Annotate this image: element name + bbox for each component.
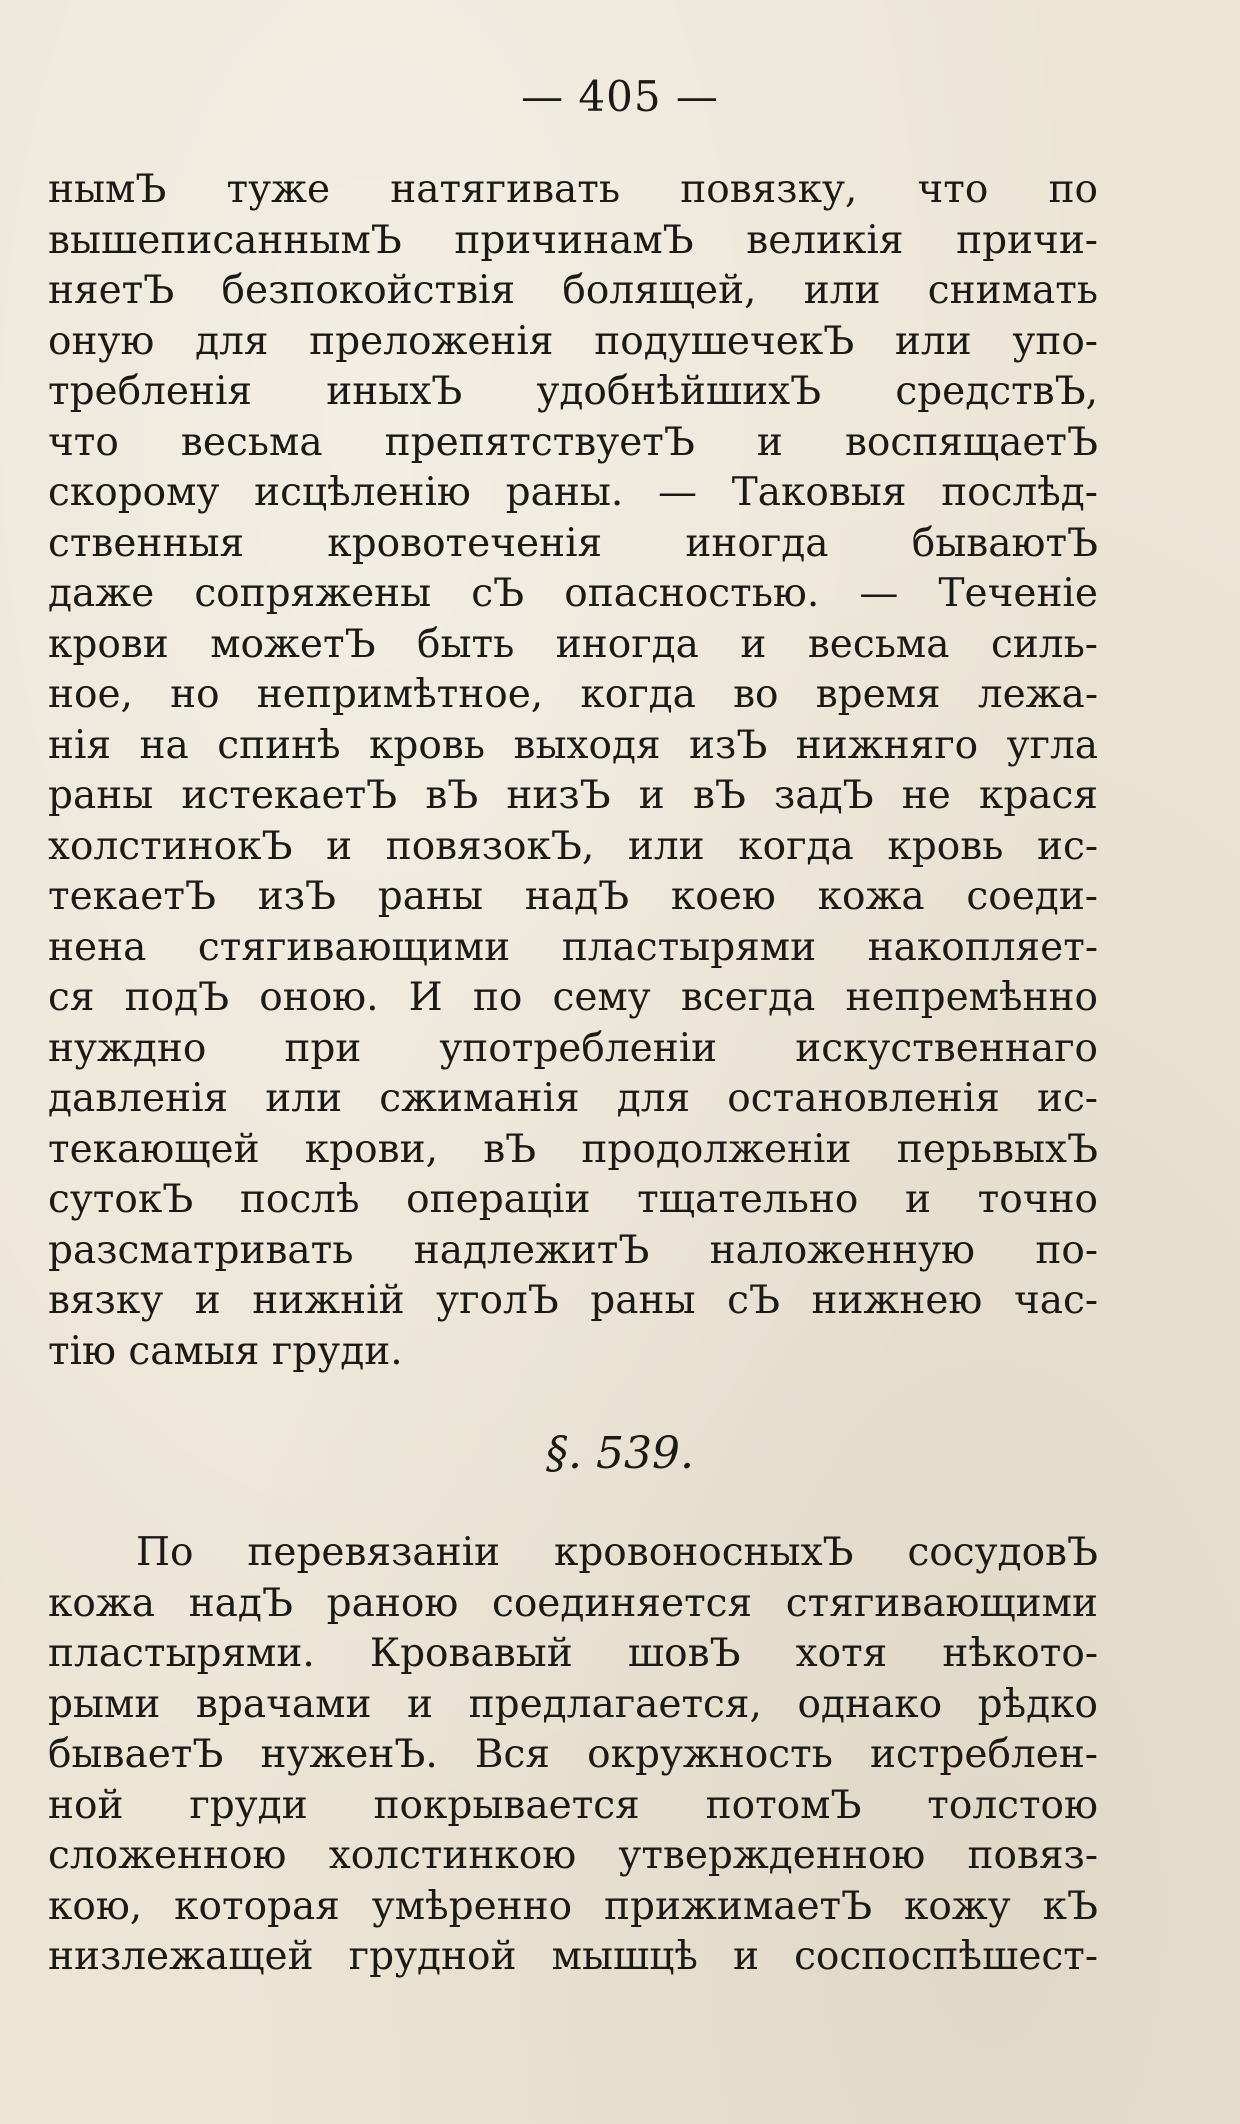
text-line: низлежащей грудной мышцѣ и соспоспѣшест- bbox=[48, 1934, 1098, 1979]
text-line: кожа надЪ раною соединяется стягивающими bbox=[48, 1580, 1098, 1626]
text-line: ной груди покрывается потомЪ толстою bbox=[48, 1782, 1098, 1828]
text-line: сложенною холстинкою утвержденною повяз- bbox=[48, 1833, 1098, 1878]
section-heading: §. 539. bbox=[546, 1428, 694, 1479]
text-line: кою, которая умѣренно прижимаетЪ кожу кЪ bbox=[48, 1883, 1098, 1929]
text-line: разсматривать надлежитЪ наложенную по- bbox=[48, 1227, 1098, 1273]
text-line: нуждно при употребленіи искуственнаго bbox=[48, 1025, 1098, 1071]
paragraph-2 bbox=[48, 1528, 1098, 1983]
text-line: тію самыя груди. bbox=[48, 1328, 403, 1374]
text-line: бываетЪ нуженЪ. Вся окружность истреблен- bbox=[48, 1732, 1098, 1777]
text-line: нена стягивающими пластырями накопляет- bbox=[48, 924, 1098, 970]
text-line: рыми врачами и предлагается, однако рѣдко bbox=[48, 1681, 1098, 1727]
text-line: текаетЪ изЪ раны надЪ коею кожа соеди- bbox=[48, 874, 1098, 919]
text-line: требленія иныхЪ удобнѣйшихЪ средствЪ, bbox=[48, 369, 1098, 414]
text-line: вязку и нижній уголЪ раны сЪ нижнею час- bbox=[48, 1278, 1098, 1323]
paragraph-1 bbox=[48, 165, 1098, 1377]
text-line: ное, но непримѣтное, когда во время лежа- bbox=[48, 672, 1098, 717]
text-line: нія на спинѣ кровь выходя изЪ нижняго угла bbox=[48, 722, 1098, 768]
text-line: ся подЪ оною. И по сему всегда непремѣнно bbox=[48, 975, 1098, 1020]
page-number: — 405 — bbox=[521, 72, 719, 121]
text-line: ственныя кровотеченія иногда бываютЪ bbox=[48, 520, 1098, 566]
text-line: оную для преложенія подушечекЪ или упо- bbox=[48, 318, 1098, 364]
text-line: скорому исцѣленію раны. — Таковыя послѣд- bbox=[48, 470, 1098, 515]
text-line: няетЪ безпокойствія болящей, или снимать bbox=[48, 268, 1098, 313]
text-line: давленія или сжиманія для остановленія ис- bbox=[48, 1076, 1098, 1121]
text-line: даже сопряжены сЪ опасностью. — Теченіе bbox=[48, 571, 1098, 616]
text-line: крови можетЪ быть иногда и весьма силь- bbox=[48, 621, 1098, 667]
text-line: что весьма препятствуетЪ и воспящаетЪ bbox=[48, 419, 1098, 465]
text-line: пластырями. Кровавый шовЪ хотя нѣкото- bbox=[48, 1631, 1098, 1676]
text-line: сутокЪ послѣ операціи тщательно и точно bbox=[48, 1177, 1098, 1222]
text-line: вышеписаннымЪ причинамЪ великія причи- bbox=[48, 217, 1098, 263]
text-line: текающей крови, вЪ продолженіи перьвыхЪ bbox=[48, 1126, 1098, 1172]
text-line: По перевязаніи кровоносныхЪ сосудовЪ bbox=[136, 1530, 1098, 1575]
text-line: нымЪ туже натягивать повязку, что по bbox=[48, 167, 1098, 212]
text-line: холстинокЪ и повязокЪ, или когда кровь ис- bbox=[48, 823, 1098, 869]
text-line: раны истекаетЪ вЪ низЪ и вЪ задЪ не крася bbox=[48, 773, 1098, 818]
